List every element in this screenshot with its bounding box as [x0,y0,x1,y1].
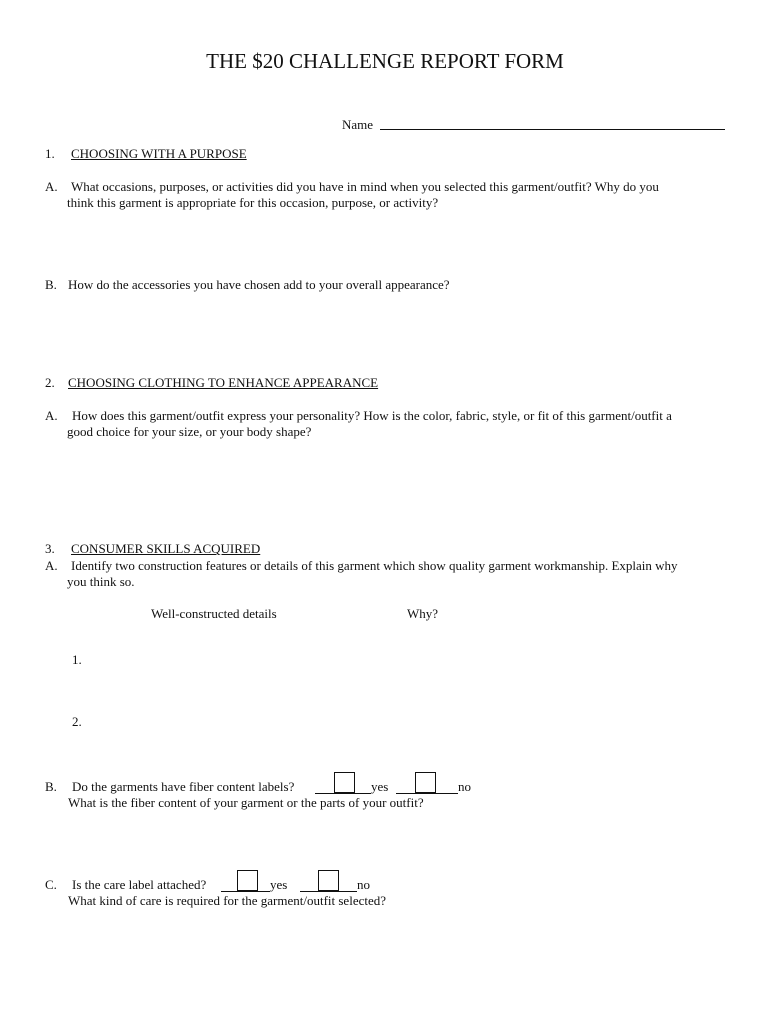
why-column-header: Why? [407,606,439,621]
section-1-number: 1. [45,146,55,161]
section-2-heading: CHOOSING CLOTHING TO ENHANCE APPEARANCE [68,375,379,390]
q3c-letter: C. [45,877,57,892]
q3a-letter: A. [45,558,58,573]
q3c-no-label: no [357,877,370,892]
q3b-yes-blank [315,793,371,794]
q3c-yes-checkbox[interactable] [237,870,258,891]
q1b-letter: B. [45,277,57,292]
section-1-heading: CHOOSING WITH A PURPOSE [71,146,247,161]
q3c-no-checkbox[interactable] [318,870,339,891]
q2a-line2: good choice for your size, or your body shape? [67,424,312,439]
q3b-no-label: no [458,779,471,794]
detail-item-2: 2. [72,714,82,729]
name-label: Name [342,117,374,132]
section-3-heading: CONSUMER SKILLS ACQUIRED [71,541,261,556]
q3a-line2: you think so. [67,574,135,589]
q3a-line1: Identify two construction features or details of this garment which show quality garment workmanship. Explain why [71,558,678,573]
q3b-yes-checkbox[interactable] [334,772,355,793]
q3c-yes-label: yes [270,877,288,892]
details-column-header: Well-constructed details [151,606,277,621]
q1b-line1: How do the accessories you have chosen add to your overall appearance? [68,277,450,292]
q1a-line1: What occasions, purposes, or activities did you have in mind when you selected this garment/outfit? Why do you [71,179,659,194]
q3b-no-checkbox[interactable] [415,772,436,793]
q1a-line2: think this garment is appropriate for this occasion, purpose, or activity? [67,195,439,210]
section-3-number: 3. [45,541,55,556]
q3b-line1: Do the garments have fiber content labels? [72,779,295,794]
q3b-no-blank [396,793,458,794]
form-title: THE $20 CHALLENGE REPORT FORM [206,49,564,73]
detail-item-1: 1. [72,652,82,667]
q3c-no-blank [300,891,357,892]
q3c-line1: Is the care label attached? [72,877,207,892]
name-field[interactable] [380,129,725,130]
q2a-letter: A. [45,408,58,423]
q3c-yes-blank [221,891,270,892]
q3b-yes-label: yes [371,779,389,794]
q2a-line1: How does this garment/outfit express your personality? How is the color, fabric, style, or fit of this garment/outfit a [72,408,672,423]
q3c-line2: What kind of care is required for the garment/outfit selected? [68,893,387,908]
q1a-letter: A. [45,179,58,194]
section-2-number: 2. [45,375,55,390]
q3b-line2: What is the fiber content of your garment or the parts of your outfit? [68,795,424,810]
q3b-letter: B. [45,779,57,794]
